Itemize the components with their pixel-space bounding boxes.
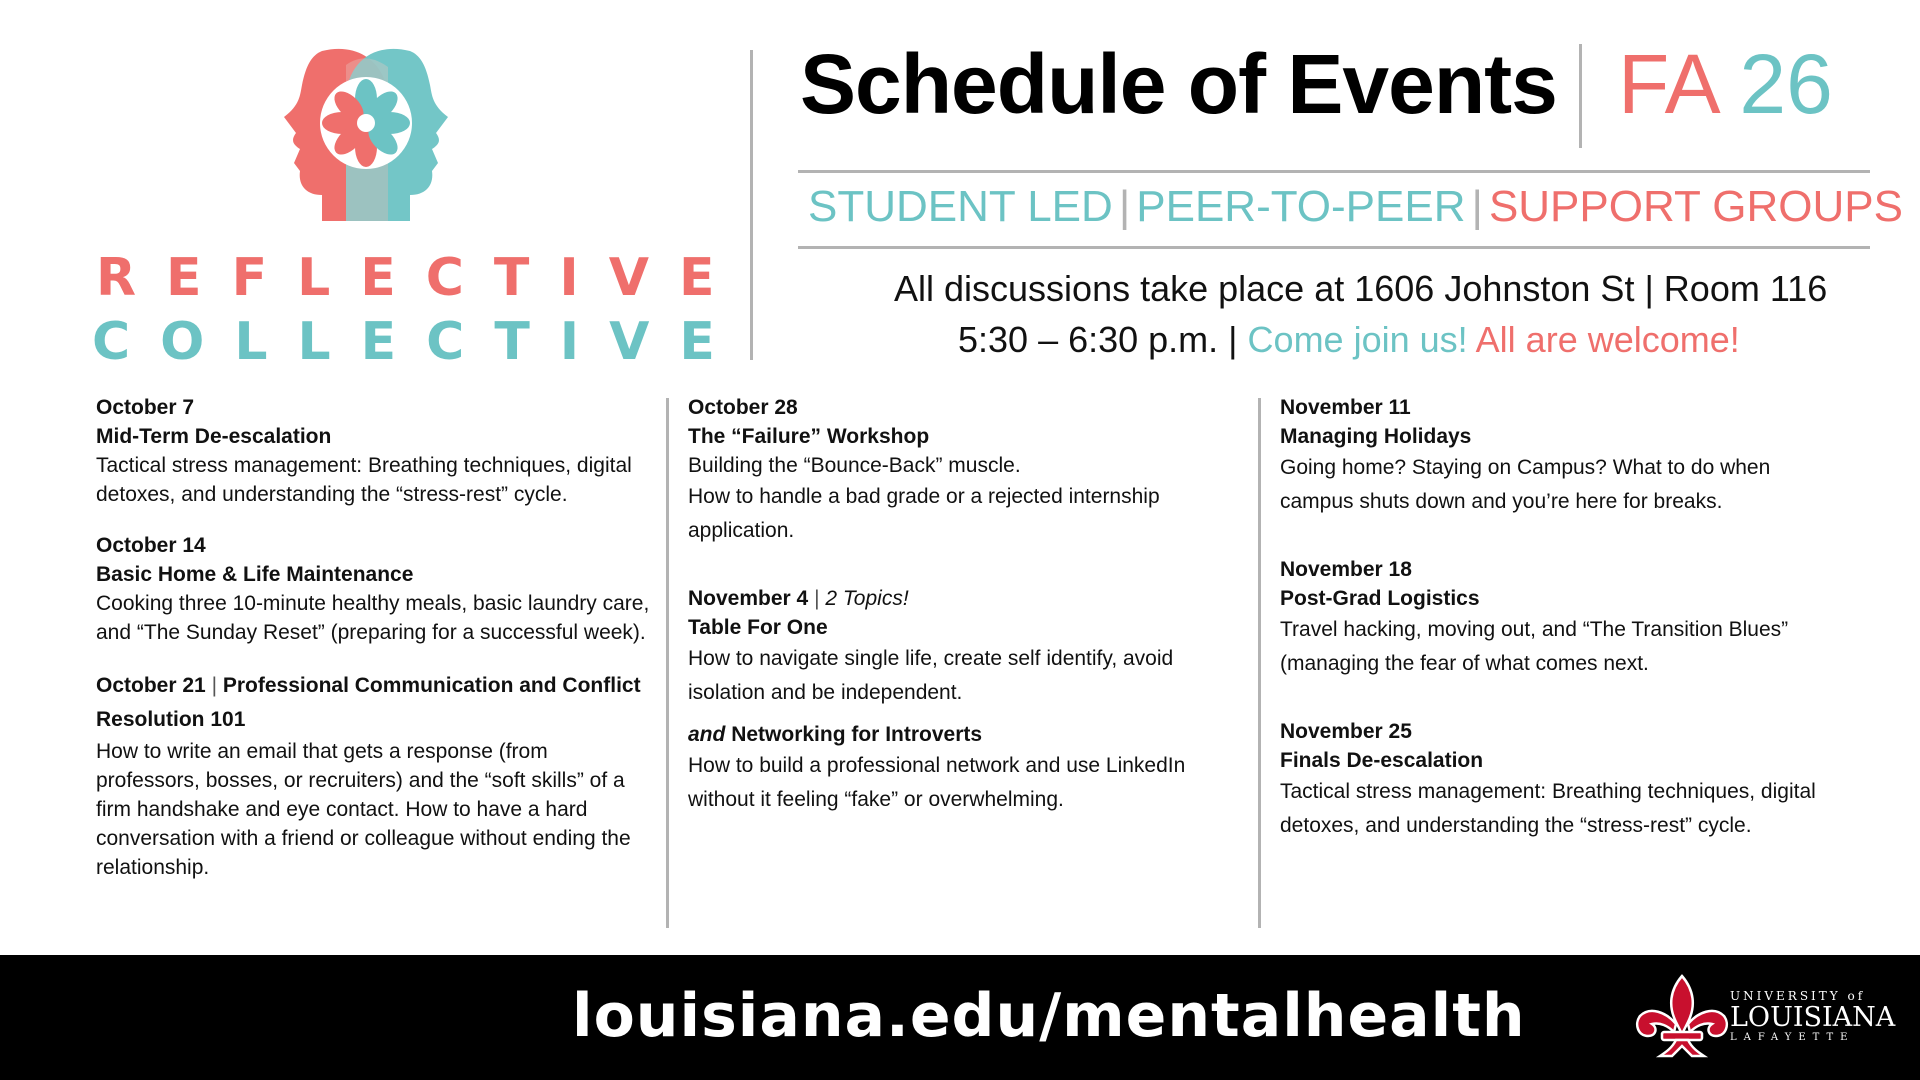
footer-url-link[interactable]: louisiana.edu/mentalhealth [572,981,1526,1051]
event-separator: | [211,674,218,697]
event-title: Finals De-escalation [1280,749,1484,772]
university-wordmark-top: UNIVERSITY of [1730,989,1866,1003]
event-title-2: Networking for Introverts [731,723,983,746]
event-oct-28 [688,393,1208,548]
event-nov-4 [688,584,1208,817]
event-title: Mid-Term De-escalation [96,425,332,448]
event-date: October 28 [688,396,798,419]
tagline-separator: | [1118,182,1131,231]
location-text: All discussions take place at 1606 Johnston St | Room 116 [894,268,1828,309]
event-description-2: How to handle a bad grade or a rejected internship application. [688,485,1160,542]
event-oct-21 [96,669,656,882]
event-date: November 4 [688,587,809,610]
event-oct-14 [96,531,656,647]
event-title: The “Failure” Workshop [688,425,930,448]
event-date-title [96,669,656,737]
term-label [1618,37,1833,131]
event-title: Table For One [688,616,828,639]
events-column-3 [1280,393,1840,865]
event-date: October 21 [96,674,206,697]
term-season: FA [1618,37,1717,131]
event-date-line [688,584,1208,613]
event-description: Tactical stress management: Breathing techniques, digital detoxes, and understanding the “stress-rest” cycle. [1280,780,1816,837]
invite-text-2: All are welcome! [1475,319,1740,360]
page-title: Schedule of Events [800,37,1557,131]
header-divider [750,50,753,360]
tagline-bottom-rule [798,246,1870,249]
two-heads-flower-logo-icon [250,45,482,223]
invite-text-1: Come join us! [1247,319,1468,360]
brand-wordmark-line-1: REFLECTIVE [96,248,745,308]
event-description: Cooking three 10-minute healthy meals, basic laundry care, and “The Sunday Reset” (preparing for a successful week). [96,592,650,644]
tagline-peer: PEER-TO-PEER [1136,182,1466,231]
events-column-2 [688,393,1208,839]
event-second-topic [688,720,1208,749]
event-date: October 14 [96,534,206,557]
event-description: Building the “Bounce-Back” muscle. [688,454,1021,477]
event-description: How to navigate single life, create self identify, avoid isolation and be independent. [688,647,1174,704]
event-title: Professional Communication and Conflict Resolution 101 [96,674,641,731]
event-nov-18 [1280,555,1840,681]
event-nov-25 [1280,717,1840,843]
university-wordmark [1730,990,1895,1043]
tagline-top-rule [798,170,1870,173]
tagline-separator: | [1471,182,1483,231]
event-date: November 18 [1280,558,1412,581]
tagline [808,182,1903,231]
tagline-support-groups: SUPPORT GROUPS [1488,182,1903,231]
column-divider-1 [666,398,669,928]
university-wordmark-bottom: LAFAYETTE [1730,1032,1855,1043]
event-note: 2 Topics! [825,587,909,610]
event-date: November 25 [1280,720,1412,743]
events-column-1 [96,393,656,904]
event-description: How to write an email that gets a response (from professors, bosses, or recruiters) and the “soft skills” of a firm handshake and eye contact. How to have a hard conversation with a friend or colleague without ending the relationship. [96,740,631,879]
fleur-de-lis-icon [1632,972,1732,1064]
time-line [958,319,1740,360]
brand-wordmark-line-2: COLLECTIVE [92,312,745,372]
event-title: Post-Grad Logistics [1280,587,1480,610]
event-title: Managing Holidays [1280,425,1472,448]
event-title: Basic Home & Life Maintenance [96,563,414,586]
time-text: 5:30 – 6:30 p.m. | [958,319,1238,360]
title-divider [1579,44,1582,148]
event-nov-11 [1280,393,1840,519]
event-description-2: How to build a professional network and use LinkedIn without it feeling “fake” or overwhelming. [688,754,1186,811]
event-separator: | [814,587,820,610]
event-description: Travel hacking, moving out, and “The Transition Blues” (managing the fear of what comes next. [1280,618,1789,675]
event-and-word: and [688,723,726,746]
event-oct-7 [96,393,656,509]
event-description: Tactical stress management: Breathing techniques, digital detoxes, and understanding the “stress-rest” cycle. [96,454,632,506]
term-year: 26 [1739,37,1833,131]
university-wordmark-main: LOUISIANA [1730,1002,1896,1033]
tagline-student-led: STUDENT LED [808,182,1113,231]
event-date: October 7 [96,396,195,419]
column-divider-2 [1258,398,1261,928]
event-date: November 11 [1280,396,1411,419]
event-description: Going home? Staying on Campus? What to do when campus shuts down and you’re here for breaks. [1280,456,1771,513]
